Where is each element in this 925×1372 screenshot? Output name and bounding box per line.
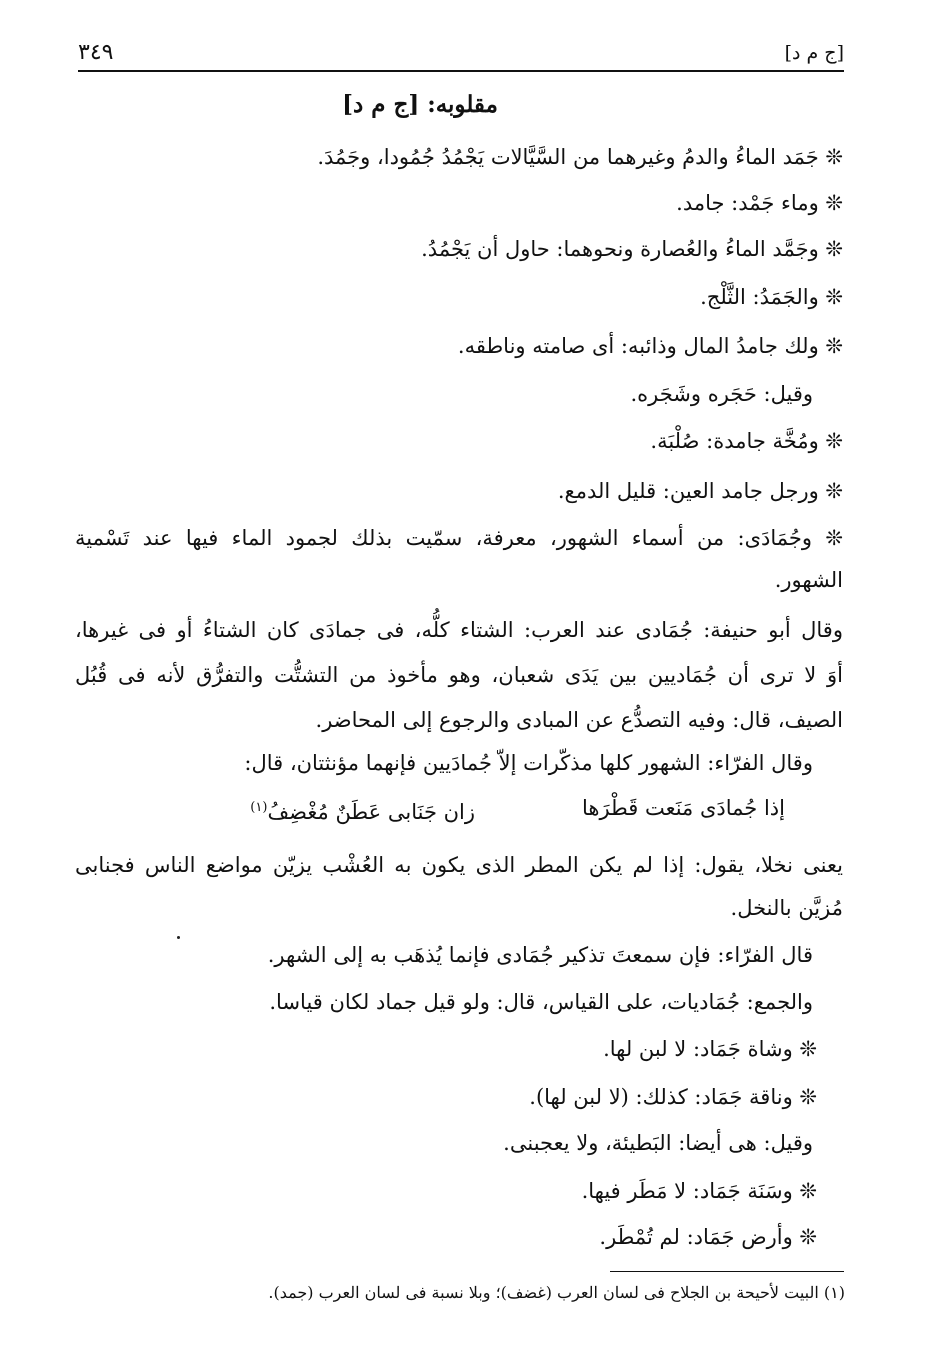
entry-line: ❊ وجُمَادَى: من أسماء الشهور، معرفة، سمّيت بذلك لجمود الماء فيها عند تَسْمية	[75, 526, 843, 550]
entry-line: وقيل: حَجَره وشَجَره.	[630, 382, 813, 406]
page-header	[78, 40, 844, 72]
entry-line: قال الفرّاء: فإن سمعتَ تذكير جُمَادى فإنما يُذهَب به إلى الشهر.	[267, 943, 813, 967]
entry-line: وقال الفرّاء: الشهور كلها مذكّرات إلاّ جُمادَيين فإنهما مؤنثتان، قال:	[244, 751, 813, 775]
entry-line: ❊ وجَمَّد الماءُ والعُصارة ونحوهما: حاول أن يَجْمُدُ.	[421, 237, 843, 261]
footnote-marker: (١)	[250, 800, 268, 815]
entry-line: يعنى نخلا، يقول: إذا لم يكن المطر الذى يكون به العُشْب يزيّن مواضع الناس فجنابى	[75, 853, 843, 877]
footnote: (١) البيت لأحيحة بن الجلاح فى لسان العرب (غضف)؛ وبلا نسبة فى لسان العرب (جمد).	[268, 1283, 845, 1302]
verse-first-hemistich: إذا جُمادَى مَنَعت قَطْرَها	[581, 796, 785, 820]
entry-line: الصيف، قال: وفيه التصدُّع عن المبادى والرجوع إلى المحاضر.	[315, 708, 843, 732]
entry-line: ❊ وشاة جَمَاد: لا لبن لها.	[603, 1037, 817, 1061]
entry-line: الشهور.	[774, 568, 843, 592]
section-title: مقلوبه: [ج م د]	[342, 91, 498, 118]
entry-line: أوَ لا ترى أن جُمَاديين بين يَدَى شعبان، وهو مأخوذ من التشتُّت والتفرُّق لأنه فى قُبُل	[75, 663, 843, 687]
entry-line: ❊ وماء جَمْد: جامد.	[676, 191, 843, 215]
entry-line: ❊ ولك جامدُ المال وذائبه: أى صامته وناطقه.	[457, 334, 843, 358]
entry-line: والجمع: جُمَاديات، على القياس، قال: ولو قيل جماد لكان قياسا.	[269, 990, 813, 1014]
entry-line: وقال أبو حنيفة: جُمَادى عند العرب: الشتاء كلُّه، فى جمادَى كان الشتاءُ أو فى غيرها،	[75, 618, 843, 642]
entry-line: وقيل: هى أيضا: البَطيئة، ولا يعجبنى.	[503, 1131, 813, 1155]
page-number: ٣٤٩	[78, 40, 114, 65]
entry-line: ❊ جَمَد الماءُ والدمُ وغيرهما من السَّيَّالات يَجْمُدُ جُمُودا، وجَمُدَ.	[317, 145, 843, 169]
entry-line: ❊ ومُخَّة جامدة: صُلْبَة.	[650, 429, 843, 453]
entry-line: ❊ ورجل جامد العين: قليل الدمع.	[557, 479, 843, 503]
entry-line: مُزيَّن بالنخل.	[730, 896, 843, 920]
entry-line: ❊ والجَمَدُ: الثَّلْج.	[700, 285, 843, 309]
footnote-rule	[610, 1271, 844, 1272]
running-head: [ج م د]	[784, 42, 844, 64]
entry-line: ❊ وسَنَة جَمَاد: لا مَطَر فيها.	[581, 1179, 817, 1203]
verse-second-hemistich: زان جَنَابى عَطَنٌ مُغْضِفُ$^{(١)}$	[250, 800, 475, 824]
entry-line: ❊ وناقة جَمَاد: كذلك: (لا لبن لها).	[529, 1085, 817, 1109]
entry-line: ❊ وأرض جَمَاد: لم تُمْطَر.	[599, 1225, 817, 1249]
ink-dot	[177, 936, 180, 939]
